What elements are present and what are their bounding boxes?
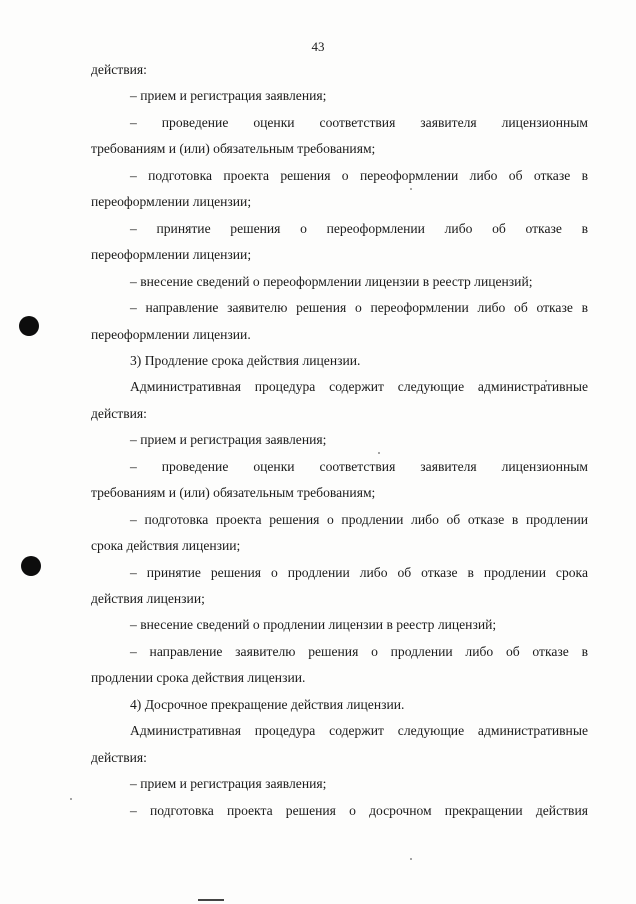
text-line: – проведение оценки соответствия заявителя лицензионным (130, 114, 588, 130)
text-line: действия: (91, 749, 147, 765)
text-line: Административная процедура содержит следующие административные (130, 379, 588, 395)
text-line: требованиям и (или) обязательным требованиям; (91, 485, 376, 501)
text-line: действия: (91, 62, 147, 77)
scan-speck (70, 798, 72, 800)
scan-edge-mark (198, 899, 224, 901)
text-line: – внесение сведений о переоформлении лицензии в реестр лицензий; (130, 273, 533, 289)
text-line: действия лицензии; (91, 591, 205, 606)
text-line: – подготовка проекта решения о переоформлении либо об отказе в (130, 167, 588, 183)
text-line: – направление заявителю решения о продлении либо об отказе в (130, 643, 588, 659)
text-line: требованиям и (или) обязательным требованиям; (91, 141, 376, 157)
text-line: – подготовка проекта решения о продлении либо об отказе в продлении (130, 511, 588, 527)
scan-speck (378, 452, 380, 454)
text-line: 3) Продление срока действия лицензии. (130, 352, 361, 368)
text-line: – прием и регистрация заявления; (130, 432, 327, 448)
page-number: 43 (311, 39, 325, 54)
text-line: 4) Досрочное прекращение действия лицензии. (130, 696, 405, 712)
text-line: – направление заявителю решения о переоформлении либо об отказе в (130, 300, 588, 315)
punch-hole-bottom (21, 556, 41, 576)
text-line: – принятие решения о переоформлении либо об отказе в (130, 220, 588, 236)
text-line: переоформлении лицензии; (91, 194, 252, 210)
text-line: – подготовка проекта решения о досрочном прекращении действия (130, 802, 588, 818)
scan-speck (410, 188, 412, 190)
text-line: – прием и регистрация заявления; (130, 776, 327, 792)
text-line: Административная процедура содержит следующие административные (130, 723, 588, 739)
text-line: – внесение сведений о продлении лицензии в реестр лицензий; (130, 617, 497, 633)
text-line: – проведение оценки соответствия заявителя лицензионным (130, 458, 588, 474)
text-line: переоформлении лицензии. (91, 326, 251, 342)
text-line: – прием и регистрация заявления; (130, 88, 327, 104)
punch-hole-top (19, 316, 39, 336)
text-line: продлении срока действия лицензии. (91, 670, 306, 686)
scan-speck (410, 858, 412, 860)
text-line: переоформлении лицензии; (91, 247, 252, 263)
text-line: срока действия лицензии; (91, 538, 241, 554)
text-line: – принятие решения о продлении либо об отказе в продлении срока (130, 564, 588, 580)
text-line: действия: (91, 405, 147, 421)
